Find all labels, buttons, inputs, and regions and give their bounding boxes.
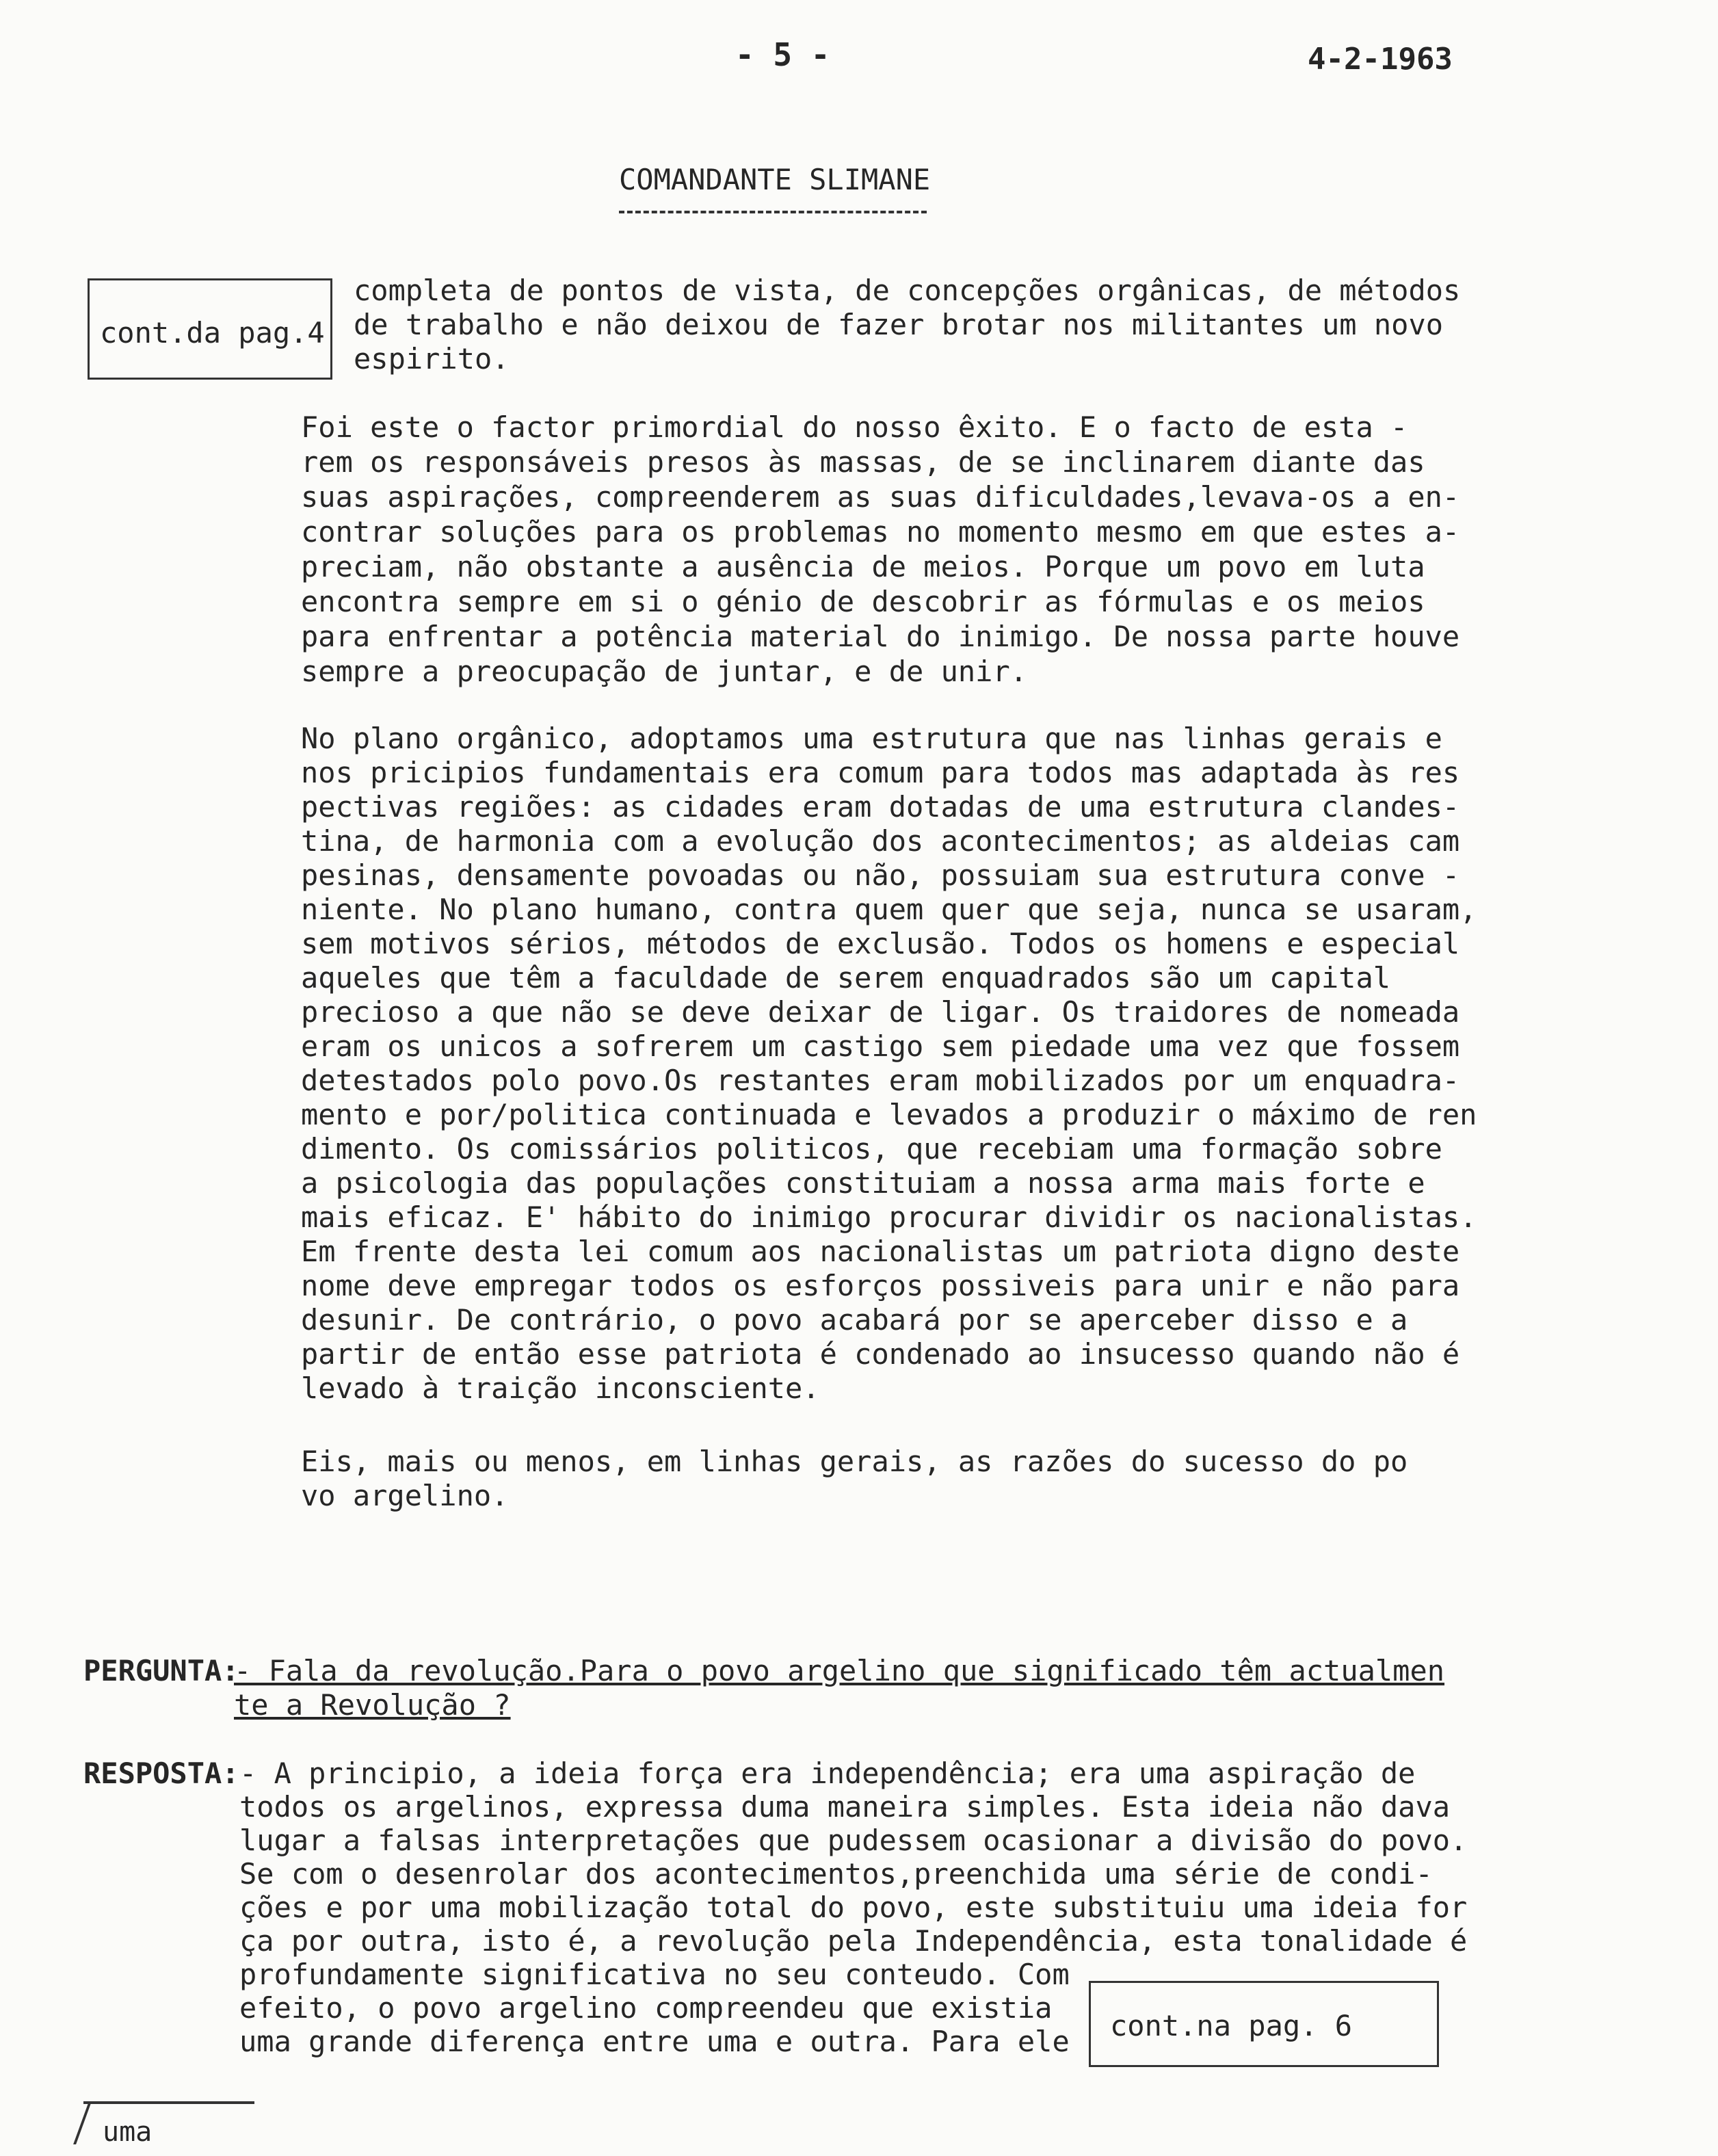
question-line: te a Revolução ? [234, 1688, 511, 1722]
answer-line: - A principio, a ideia força era independência; era uma aspiração de [239, 1757, 1416, 1790]
continued-from-box [88, 278, 332, 380]
text-line: de trabalho e não deixou de fazer brotar nos militantes um novo [354, 308, 1444, 341]
text-line: precioso a que não se deve deixar de ligar. Os traidores de nomeada [301, 995, 1460, 1029]
text-line: nos pricipios fundamentais era comum para todos mas adaptada às res [301, 756, 1460, 789]
text-line: completa de pontos de vista, de concepções orgânicas, de métodos [354, 274, 1461, 307]
text-line: pesinas, densamente povoadas ou não, possuiam sua estrutura conve - [301, 858, 1460, 892]
answer-label: RESPOSTA: [83, 1757, 239, 1790]
text-line: detestados polo povo.Os restantes eram mobilizados por um enquadra- [301, 1064, 1460, 1097]
question-line: - Fala da revolução.Para o povo argelino que significado têm actualmen [234, 1654, 1445, 1687]
text-line: a psicologia das populações constituiam a nossa arma mais forte e [301, 1166, 1425, 1200]
text-line: mento e por/politica continuada e levados a produzir o máximo de ren [301, 1098, 1477, 1131]
answer-line: Se com o desenrolar dos acontecimentos,preenchida uma série de condi- [239, 1857, 1433, 1891]
text-line: sempre a preocupação de juntar, e de unir. [301, 655, 1028, 688]
text-line: suas aspirações, compreenderem as suas dificuldades,levava-os a en- [301, 480, 1460, 514]
text-line: tina, de harmonia com a evolução dos acontecimentos; as aldeias cam [301, 824, 1460, 858]
answer-line: uma grande diferença entre uma e outra. Para ele [239, 2025, 1070, 2058]
footer-slash [73, 2103, 91, 2144]
question-label: PERGUNTA: [83, 1654, 239, 1687]
continued-to-box [1089, 1981, 1439, 2067]
text-line: Eis, mais ou menos, em linhas gerais, as razões do sucesso do po [301, 1445, 1408, 1478]
text-line: preciam, não obstante a ausência de meios. Porque um povo em luta [301, 550, 1425, 583]
answer-line: todos os argelinos, expressa duma maneira simples. Esta ideia não dava [239, 1790, 1451, 1824]
answer-line: lugar a falsas interpretações que pudessem ocasionar a divisão do povo. [239, 1824, 1468, 1857]
text-line: dimento. Os comissários politicos, que recebiam uma formação sobre [301, 1132, 1442, 1166]
text-line: encontra sempre em si o génio de descobrir as fórmulas e os meios [301, 585, 1425, 618]
text-line: vo argelino. [301, 1479, 509, 1512]
continued-to-label: cont.na pag. 6 [1110, 2009, 1353, 2042]
text-line: espirito. [354, 342, 510, 376]
continued-from-label: cont.da pag.4 [100, 316, 325, 350]
text-line: Foi este o factor primordial do nosso êxito. E o facto de esta - [301, 410, 1408, 444]
title-underline [619, 211, 927, 213]
answer-line: ções e por uma mobilização total do povo, este substituiu uma ideia for [239, 1891, 1468, 1924]
text-line: desunir. De contrário, o povo acabará por se aperceber disso e a [301, 1303, 1408, 1337]
footer-catchword: uma [103, 2116, 153, 2148]
text-line: contrar soluções para os problemas no momento mesmo em que estes a- [301, 515, 1460, 549]
text-line: para enfrentar a potência material do inimigo. De nossa parte houve [301, 620, 1460, 653]
text-line: partir de então esse patriota é condenado ao insucesso quando não é [301, 1337, 1460, 1371]
text-line: levado à traição inconsciente. [301, 1371, 820, 1405]
text-line: rem os responsáveis presos às massas, de se inclinarem diante das [301, 445, 1425, 479]
text-line: Em frente desta lei comum aos nacionalistas um patriota digno deste [301, 1235, 1460, 1268]
answer-line: profundamente significativa no seu conteudo. Com [239, 1958, 1070, 1991]
text-line: pectivas regiões: as cidades eram dotadas de uma estrutura clandes- [301, 790, 1460, 824]
answer-line: ça por outra, isto é, a revolução pela Independência, esta tonalidade é [239, 1924, 1468, 1958]
page-title: COMANDANTE SLIMANE [619, 163, 931, 196]
text-line: sem motivos sérios, métodos de exclusão. Todos os homens e especial [301, 927, 1460, 960]
footer-rule [83, 2101, 254, 2104]
text-line: eram os unicos a sofrerem um castigo sem piedade uma vez que fossem [301, 1029, 1460, 1063]
page-date: 4-2-1963 [1308, 42, 1453, 77]
text-line: aqueles que têm a faculdade de serem enquadrados são um capital [301, 961, 1391, 995]
text-line: mais eficaz. E' hábito do inimigo procurar dividir os nacionalistas. [301, 1200, 1477, 1234]
answer-line: efeito, o povo argelino compreendeu que existia [239, 1991, 1053, 2025]
text-line: nome deve empregar todos os esforços possiveis para unir e não para [301, 1269, 1460, 1302]
page-number: - 5 - [735, 36, 830, 73]
text-line: No plano orgânico, adoptamos uma estrutura que nas linhas gerais e [301, 722, 1442, 755]
text-line: niente. No plano humano, contra quem quer que seja, nunca se usaram, [301, 893, 1477, 926]
